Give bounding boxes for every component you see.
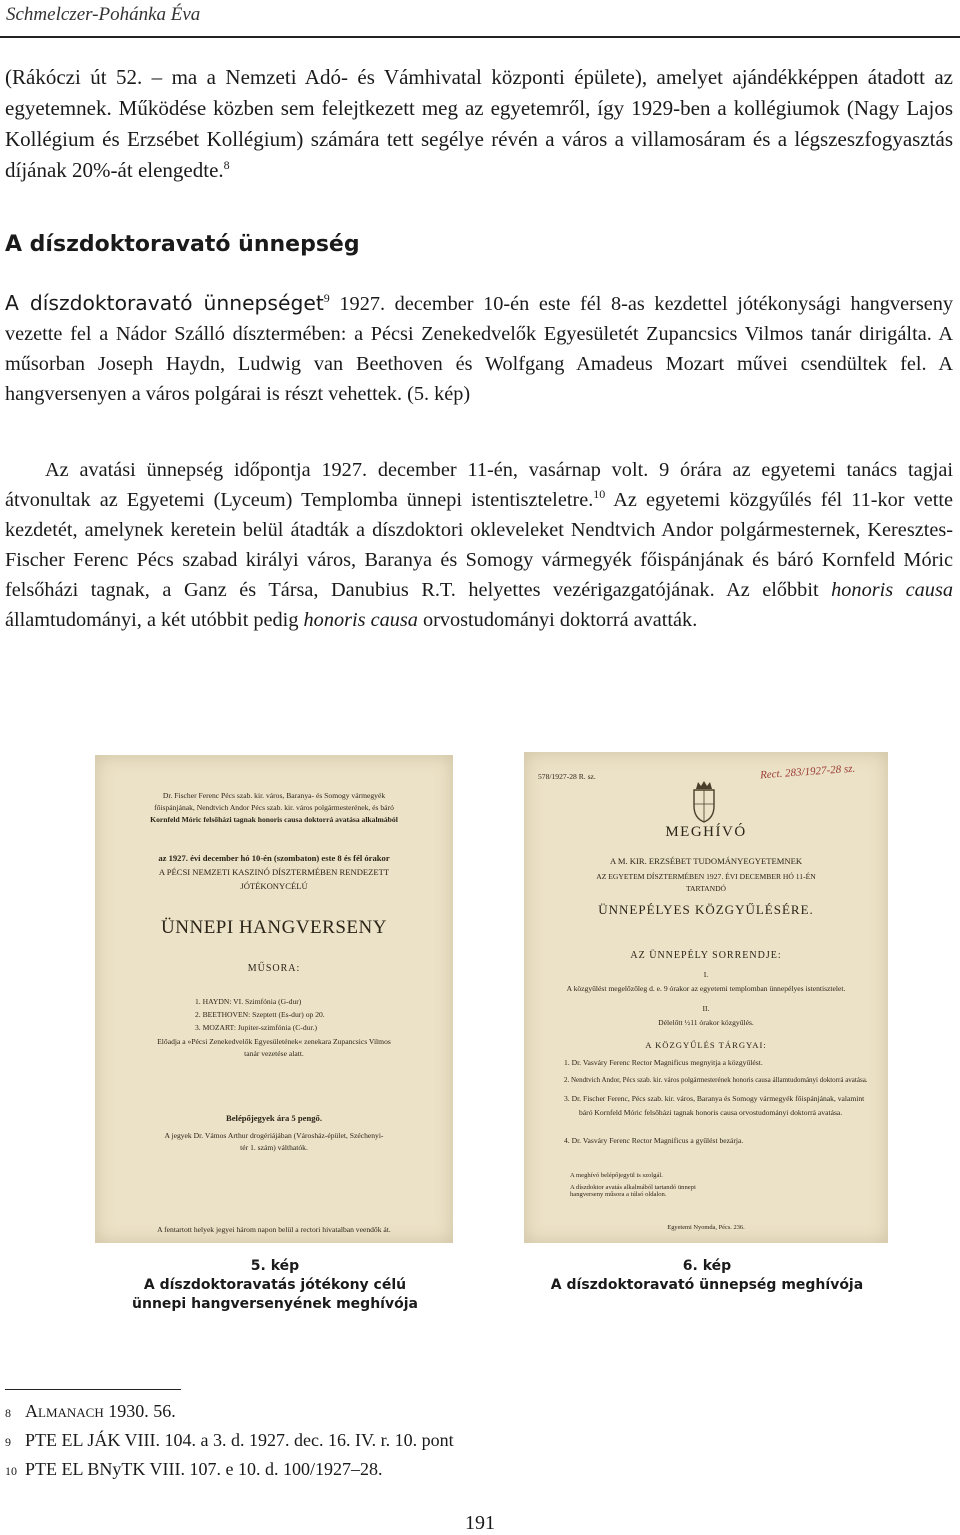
page-number: 191 bbox=[465, 1512, 495, 1534]
doc5-line: A PÉCSI NEMZETI KASZINÓ DÍSZTERMÉBEN RENDEZETT bbox=[158, 867, 390, 877]
footnote-10 bbox=[5, 1459, 382, 1480]
paragraph-3-part4: orvostudományi doktorrá avatták. bbox=[417, 609, 698, 631]
latin-term-2: honoris causa bbox=[303, 609, 418, 631]
footnote-text: 1930. 56. bbox=[103, 1401, 176, 1421]
doc6-ref: 578/1927-28 R. sz. bbox=[538, 772, 596, 781]
footnote-8 bbox=[5, 1401, 176, 1422]
doc6-note: A díszdoktor avatás alkalmából tartandó ünnepi hangverseny műsora a túlsó oldalon. bbox=[570, 1184, 696, 1198]
doc5-line: főispánjának, Nendtvich Andor Pécs szab. kir. város polgármesterének, és báró bbox=[154, 803, 394, 812]
latin-term-1: honoris causa bbox=[831, 579, 953, 601]
doc5-line: Előadja a »Pécsi Zenekedvelők Egyesületének« zenekara Zupancsics Vilmos bbox=[157, 1037, 391, 1046]
paragraph-2-lead: A díszdoktoravató ünnepséget bbox=[5, 291, 324, 315]
doc6-agenda-item: báró Kornfeld Móric felsőházi tagnak honoris causa orvostudományi doktorrá avatása. bbox=[579, 1108, 843, 1117]
doc5-line: Kornfeld Móric felsőházi tagnak honoris causa doktorrá avatása alkalmából bbox=[150, 815, 398, 824]
footnote-ref-9: 9 bbox=[323, 291, 330, 306]
footnote-source: Almanach bbox=[25, 1401, 104, 1421]
doc6-roman: II. bbox=[702, 1004, 710, 1013]
doc5-line: A jegyek Dr. Vámos Arthur drogériájában (Városház-épület, Széchenyi- bbox=[164, 1131, 384, 1140]
doc6-line: ÜNNEPÉLYES KÖZGYŰLÉSÉRE. bbox=[598, 902, 814, 917]
doc5-program-item: 1. HAYDN: VI. Szimfónia (G-dur) bbox=[195, 997, 302, 1006]
doc6-line: AZ EGYETEM DÍSZTERMÉBEN 1927. ÉVI DECEMBER HÓ 11-ÉN bbox=[596, 872, 816, 881]
paragraph-2 bbox=[5, 288, 953, 409]
doc6-stamp: Rect. 283/1927-28 sz. bbox=[759, 762, 856, 782]
paragraph-3-part3: államtudományi, a két utóbbit pedig bbox=[5, 609, 304, 631]
doc6-agenda-head: A KÖZGYŰLÉS TÁRGYAI: bbox=[645, 1040, 767, 1050]
footnote-text: PTE EL JÁK VIII. 104. a 3. d. 1927. dec. 16. IV. r. 10. pont bbox=[25, 1430, 454, 1450]
doc6-agenda-item: 1. Dr. Vasváry Ferenc Rector Magnificus megnyitja a közgyűlést. bbox=[564, 1058, 763, 1067]
paragraph-3-part1: Az avatási ünnepség időpontja 1927. december 11-én, vasárnap volt. 9 órára az egyetemi tanács tagjai átvonultak az Egyetemi (Lyceum) Templomba ünnepi istentiszteletre. bbox=[5, 459, 953, 511]
footnote-number: 9 bbox=[5, 1435, 11, 1449]
doc5-line: tér 1. szám) válthatók. bbox=[240, 1143, 308, 1152]
running-head: Schmelczer-Pohánka Éva bbox=[6, 4, 201, 25]
paragraph-3-part2: Az egyetemi közgyűlés fél 11-kor vette kezdetét, amelynek keretein belül átadták a díszdoktori okleveleket Nendtvich Andor polgármesternek, Keresztes-Fischer Ferenc Pécs szabad királyi város, Baranya és Somogy vármegyék főispánjának és báró Kornfeld Móric felsőházi tagnak, a Ganz és Társa, Danubius R.T. helyettes vezérigazgatójának. Az előbbit bbox=[5, 489, 953, 601]
doc6-printer: Egyetemi Nyomda, Pécs. 236. bbox=[667, 1224, 745, 1231]
doc5-line: az 1927. évi december hó 10-én (szombaton) este 8 és fél órakor bbox=[158, 853, 390, 863]
figure-6-caption-line: A díszdoktoravató ünnepség meghívója bbox=[550, 1277, 864, 1293]
doc6-line: TARTANDÓ bbox=[685, 884, 727, 893]
footnote-rule bbox=[5, 1389, 181, 1390]
figure-5-caption-line: A díszdoktoravatás jótékony célú bbox=[143, 1277, 407, 1293]
footnote-9 bbox=[5, 1430, 454, 1451]
footnote-ref-10: 10 bbox=[593, 487, 606, 502]
figure-5-number: 5. kép bbox=[250, 1258, 300, 1274]
doc6-agenda-item: 4. Dr. Vasváry Ferenc Rector Magnificus a gyűlést bezárja. bbox=[564, 1136, 744, 1145]
doc5-program-item: 2. BEETHOVEN: Szeptett (Es-dur) op 20. bbox=[195, 1010, 325, 1019]
doc5-line: A fentartott helyek jegyei három napon belül a rectori hivatalban veendők át. bbox=[157, 1225, 391, 1234]
doc5-ticket: Belépőjegyek ára 5 pengő. bbox=[226, 1113, 322, 1123]
doc5-line: Dr. Fischer Ferenc Pécs szab. kir. város, Baranya- és Somogy vármegyék bbox=[162, 791, 386, 800]
concert-invitation-image bbox=[95, 755, 453, 1243]
doc6-line: A M. KIR. ERZSÉBET TUDOMÁNYEGYETEMNEK bbox=[609, 856, 803, 866]
figure-6-caption bbox=[530, 1257, 884, 1295]
paragraph-1 bbox=[5, 62, 953, 186]
footnote-number: 8 bbox=[5, 1406, 11, 1420]
doc5-line: tanár vezetése alatt. bbox=[244, 1049, 304, 1058]
paragraph-1-text: (Rákóczi út 52. – ma a Nemzeti Adó- és Vámhivatal központi épülete), amelyet ajándékképpen átadott az egyetemnek. Működése közben sem felejtkezett meg az egyetemről, így 1929-ben a kollégiumok (Nagy Lajos Kollégium és Erzsébet Kollégium) számára tett segélye révén a város a villamosáram és a légszeszfogyasztás díjának 20%-át elengedte. bbox=[5, 65, 953, 182]
doc6-roman: I. bbox=[703, 970, 709, 979]
footnote-ref-8: 8 bbox=[223, 158, 230, 172]
doc6-agenda-item: 2. Nendtvich Andor, Pécs szab. kir. város polgármesterének honoris causa államtudományi doktorrá avatása. bbox=[564, 1076, 868, 1084]
footnote-number: 10 bbox=[5, 1464, 17, 1478]
doc6-line: A közgyűlést megelőzőleg d. e. 9 órakor az egyetemi templomban ünnepélyes istentisztelet. bbox=[566, 984, 846, 993]
figure-5-caption-line: ünnepi hangversenyének meghívója bbox=[132, 1296, 418, 1312]
paragraph-2-text: 1927. december 10-én este fél 8-as kezdettel jótékonysági hangverseny vezette fel a Nádor Szálló dísztermében: a Pécsi Zenekedvelők Egyesületét Zupancsics Vilmos tanár dirigálta. A műsorban Joseph Haydn, Ludwig van Beethoven és Wolfgang Amadeus Mozart művei csendültek fel. A hangversenyen a város polgárai is részt vehettek. (5. kép) bbox=[5, 293, 953, 405]
doc5-line: JÓTÉKONYCÉLÚ bbox=[240, 881, 308, 891]
figure-6-number: 6. kép bbox=[682, 1258, 732, 1274]
doc6-title: MEGHÍVÓ bbox=[665, 824, 747, 840]
header-rule bbox=[0, 36, 960, 38]
doc5-title: ÜNNEPI HANGVERSENY bbox=[161, 917, 387, 938]
doc5-program-head: MŰSORA: bbox=[247, 963, 301, 974]
doc6-line: Délelőtt ½11 órakor közgyűlés. bbox=[658, 1018, 754, 1027]
paragraph-3 bbox=[5, 455, 953, 635]
coat-of-arms-icon bbox=[687, 780, 721, 824]
figure-5-caption bbox=[105, 1257, 445, 1314]
footnote-text: PTE EL BNyTK VIII. 107. e 10. d. 100/1927–28. bbox=[25, 1459, 383, 1479]
doc6-order-head: AZ ÜNNEPÉLY SORRENDJE: bbox=[630, 950, 782, 961]
doc6-note: A meghívó belépőjegyül is szolgál. bbox=[570, 1172, 663, 1179]
doc5-program-item: 3. MOZART: Jupiter-szimfónia (C-dur.) bbox=[195, 1023, 317, 1032]
ceremony-invitation-image bbox=[524, 752, 888, 1243]
section-heading: A díszdoktoravató ünnepség bbox=[5, 232, 360, 257]
doc6-agenda-item: 3. Dr. Fischer Ferenc, Pécs szab. kir. város, Baranya és Somogy vármegyék főispánjának, valamint bbox=[564, 1094, 865, 1103]
